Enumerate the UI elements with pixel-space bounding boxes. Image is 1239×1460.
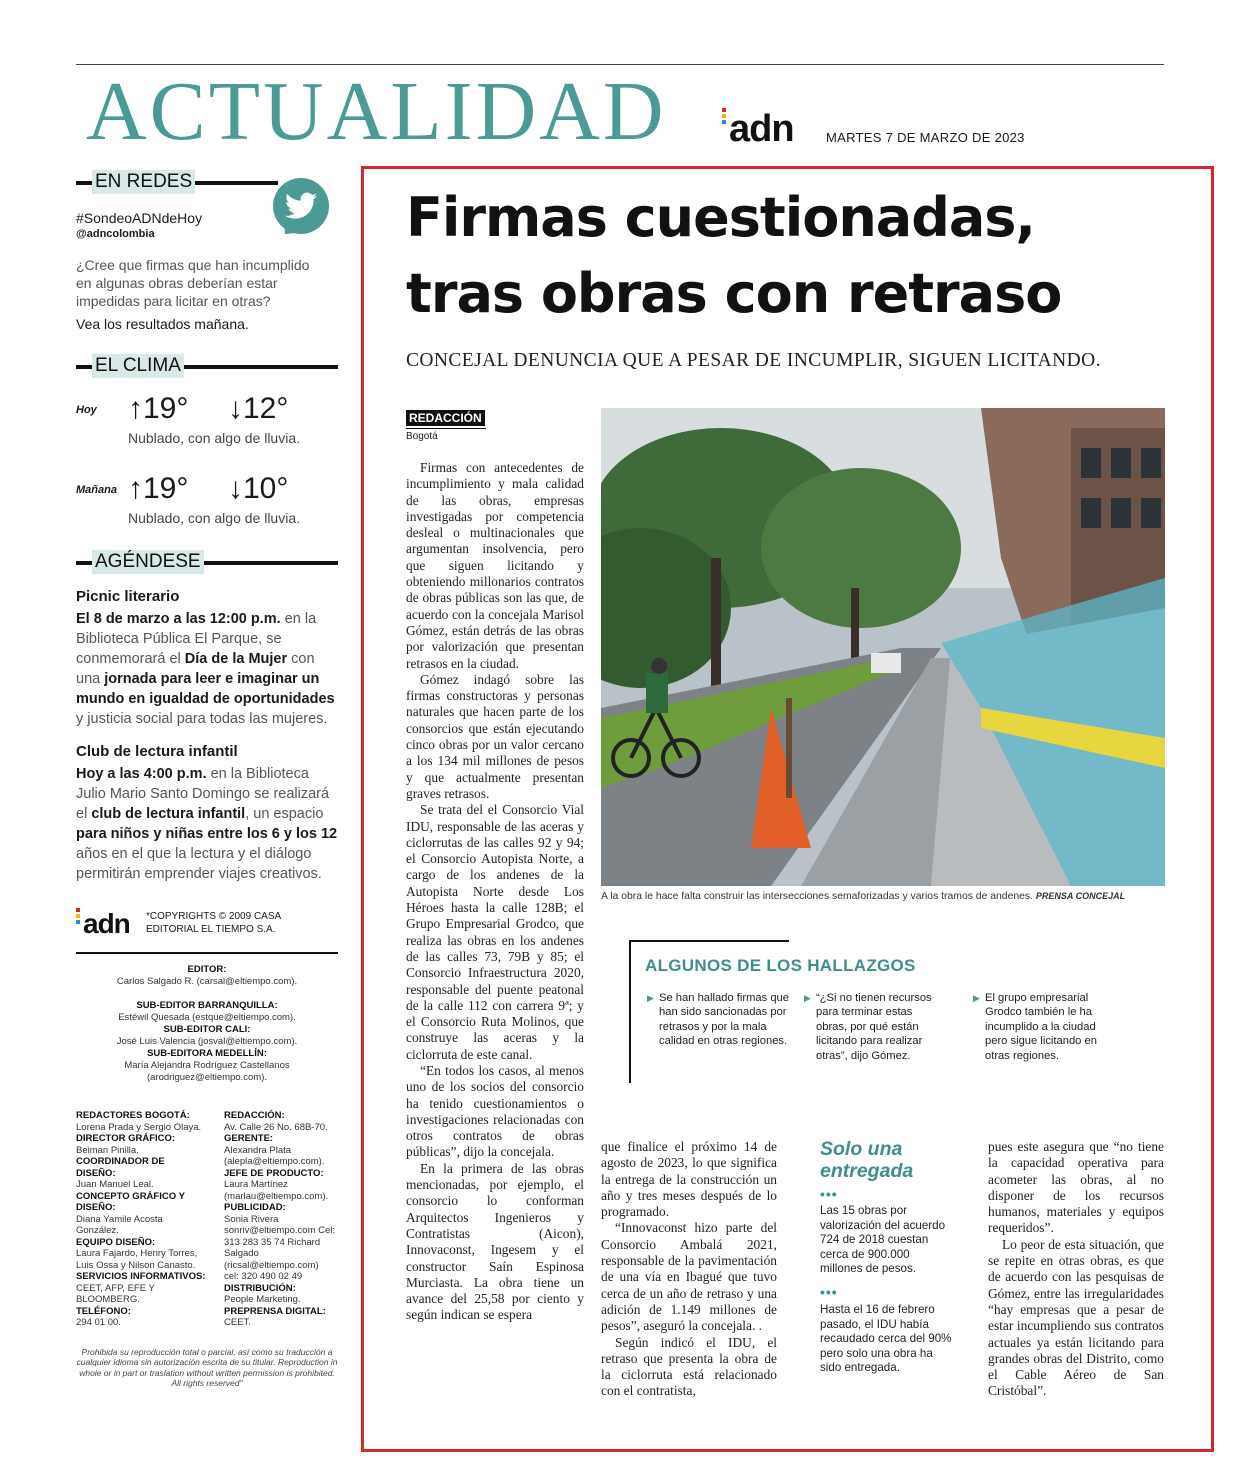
- adn-logo-small: adn: [76, 908, 130, 940]
- fact-2: Hasta el 16 de febrero pasado, el IDU había recaudado cerca del 90% pero solo una obra ha sido entregada.: [820, 1303, 952, 1375]
- article-column-4: [988, 1139, 1164, 1400]
- arrow-icon: ▶: [973, 993, 980, 1003]
- photo-caption: A la obra le hace falta construir las intersecciones semaforizadas y varios tramos de andenes. PRENSA CONCEJAL: [601, 891, 1126, 902]
- credit-name: Alexandra Plata (alepla@eltiempo.com).: [224, 1144, 325, 1167]
- credit-role: SERVICIOS INFORMATIVOS:: [76, 1271, 206, 1282]
- copyright-text: *COPYRIGHTS © 2009 CASA EDITORIAL EL TIEMPO S.A.: [146, 911, 281, 935]
- section-header-redes: EN REDES: [76, 170, 338, 196]
- event-title: Club de lectura infantil: [76, 743, 238, 760]
- section-title: ACTUALIDAD: [86, 65, 667, 158]
- event-body: El 8 de marzo a las 12:00 p.m. en la Biblioteca Pública El Parque, se conmemorará el Día de la Mujer con una jornada para leer e imaginar un mundo en igualdad de oportunidades y justicia social para todas las mujeres.: [76, 611, 335, 727]
- article-paragraph: “Innovaconst hizo parte del Consorcio Ambalá 2021, responsable de la pavimentación de una vía en Ibagué que tuvo cerca de un año de retraso y una adición de 1.149 millones de pesos”, aseguró la concejala. .: [601, 1220, 777, 1334]
- staff-col-right: [224, 1110, 336, 1329]
- hashtag: #SondeoADNdeHoy: [76, 210, 203, 226]
- article-paragraph: Según indicó el IDU, el retraso que presenta la obra de la ciclorruta está relacionado con el contratista,: [601, 1334, 777, 1399]
- fact-1: Las 15 obras por valorización del acuerdo 724 de 2018 cuestan cerca de 900.000 millones de pesos.: [820, 1204, 946, 1276]
- article-column-1: [406, 460, 584, 1324]
- finding-item: ▶ “¿Si no tienen recursos para terminar estas obras, por qué están licitando para realizar otras”, dijo Gómez.: [804, 992, 932, 1062]
- event-title: Picnic literario: [76, 588, 180, 605]
- article-paragraph: que finalice el próximo 14 de agosto de 2023, lo que significa la entrega de la construcción un año y tres meses después de lo programado.: [601, 1139, 777, 1220]
- credit-name: Juan Manuel Leal.: [76, 1179, 154, 1190]
- credit-name: Beiman Pinilla.: [76, 1144, 139, 1156]
- issue-date: MARTES 7 DE MARZO DE 2023: [826, 130, 1025, 145]
- dots-divider: •••: [820, 1284, 838, 1300]
- credit-name: Laura Martínez (marlau@eltiempo.com).: [224, 1179, 329, 1202]
- article-paragraph: Lo peor de esta situación, que se repite en otras obras, es que de acuerdo con las pesquisas de Gómez, entre las irregularidades “hay empresas que a pesar de estar incumpliendo sus contratos actuales ya están licitando para grandes obras del Distrito, como el Cable Aéreo de San Cristóbal”.: [988, 1236, 1164, 1399]
- credit-role: EQUIPO DISEÑO:: [76, 1236, 156, 1248]
- arrow-icon: ▶: [804, 993, 811, 1003]
- legal-notice: Prohibida su reproducción total o parcial, así como su traducción a cualquier idioma sin autorización escrita de su titular. Reproduction in whole or in part or traslation without written permission is prohibited. All rights reserved": [76, 1346, 338, 1388]
- poll-note: Vea los resultados mañana.: [76, 316, 249, 332]
- article-paragraph: Firmas con antecedentes de incumplimiento y mala calidad de las obras, empresas investigadas por competencia desleal o multinacionales que argumentan insolvencia, pero que siguen licitando y obteniendo millonarios contratos de obras públicas son las que, de acuerdo con la concejala Marisol Gómez, están detrás de las obras por valorización que presentan retrasos en la ciudad.: [406, 460, 584, 671]
- credit-role: PREPRENSA DIGITAL:: [224, 1305, 326, 1317]
- credit-name: People Marketing.: [224, 1294, 301, 1305]
- article-paragraph: “En todos los casos, al menos uno de los socios del consorcio ha tenido cuestionamientos o investigaciones relacionadas con otros contratos de obras públicas”, dijo la concejala.: [406, 1062, 584, 1160]
- credit-role: TELÉFONO:: [76, 1305, 131, 1317]
- staff-credits: [76, 1110, 338, 1329]
- section-header-clima: EL CLIMA: [76, 354, 338, 380]
- finding-item: ▶ El grupo empresarial Grodco también le ha incumplido a la ciudad pero sigue licitando en otras regiones.: [973, 992, 1097, 1062]
- twitter-icon: [273, 178, 329, 234]
- findings-box: [629, 940, 1165, 1083]
- credit-role: PUBLICIDAD:: [224, 1202, 286, 1213]
- article-column-2: [601, 1139, 777, 1400]
- credit-name: Diana Yamile Acosta González.: [76, 1213, 163, 1236]
- adn-logo: adn: [722, 108, 794, 151]
- credit-name: Laura Fajardo, Henry Torres, Luis Ossa y Nilson Canasto.: [76, 1248, 198, 1271]
- credit-role: REDACTORES BOGOTÁ:: [76, 1110, 190, 1121]
- credit-name: Lorena Prada y Sergio Olaya.: [76, 1121, 202, 1133]
- event-body: Hoy a las 4:00 p.m. en la Biblioteca Julio Mario Santo Domingo se realizará el club de lectura infantil, un espacio para niños y niñas entre los 6 y los 12 años en el que la lectura y el diálogo permitirán emprender viajes creativos.: [76, 766, 338, 882]
- article-paragraph: En la primera de las obras mencionadas, por ejemplo, el consorcio lo conforman Arquitectos Ingenieros y Contratistas (Aicon), Innovaconst, Ingesem y el constructor Saín Espinosa Murciasta. La obra tiene un avance del 25,58 por ciento y según indican se espera: [406, 1160, 584, 1323]
- weather-today: Hoy ↑19° ↓12° Nublado, con algo de lluvia.: [76, 392, 301, 446]
- credit-name: CEET, AFP, EFE Y BLOOMBERG.: [76, 1282, 155, 1305]
- credit-role: COORDINADOR DE DISEÑO:: [76, 1156, 165, 1179]
- article-paragraph: pues este asegura que “no tiene la capacidad operativa para acometer las obras, al no disponer de los recursos humanos, materiales y equipos requeridos”.: [988, 1139, 1164, 1236]
- findings-title: ALGUNOS DE LOS HALLAZGOS: [645, 956, 916, 975]
- copyright-block: [76, 908, 338, 954]
- sidebar-box-title: Solo una entregada: [820, 1138, 914, 1182]
- credit-name: Sonia Rivera sonriv@eltiempo.com Cel: 313 283 35 74 Richard Salgado (ricsal@eltiempo.com) cel: 320 490 02 49: [224, 1213, 336, 1282]
- byline: REDACCIÓN Bogotá: [406, 409, 486, 442]
- article-paragraph: Se trata del el Consorcio Vial IDU, responsable de las aceras y ciclorrutas de las calles 92 y 94; el Consorcio Autopista Norte, a cargo de los andenes de la Autopista Norte desde Los Héroes hasta la calle 128B; el Grupo Empresarial Grodco, que realiza las obras en los andenes de las calles 73, 79B y 85; el Consorcio Infraestructura 2020, responsable del puente peatonal de la calle 112 con carrera 9ª; y el Consorcio Ruta Molinos, que construye las aceras y la ciclorruta de este canal.: [406, 802, 584, 1062]
- credit-name: CEET.: [224, 1317, 251, 1328]
- logo-dots-icon: [722, 108, 727, 126]
- twitter-handle: @adncolombia: [76, 228, 155, 240]
- credit-role: DISTRIBUCIÓN:: [224, 1282, 296, 1294]
- sidebar: [76, 170, 338, 1389]
- weather-tomorrow: Mañana ↑19° ↓10° Nublado, con algo de lluvia.: [76, 472, 301, 526]
- poll-question: ¿Cree que firmas que han incumplido en algunas obras deberían estar impedidas para licitar en otras?: [76, 257, 310, 309]
- dek: CONCEJAL DENUNCIA QUE A PESAR DE INCUMPLIR, SIGUEN LICITANDO.: [406, 350, 1101, 371]
- editor-credits: EDITOR: Carlos Salgado R. (carsal@eltiempo.com). SUB-EDITOR BARRANQUILLA: Estéwil Quesada (estque@eltiempo.com). SUB-EDITOR CALI: José Luis Valencia (josval@eltiempo.com). SUB-EDITORA MEDELLÍN: María Alejandra Rodríguez Castellanos (arodriguez@eltiempo.com).: [116, 964, 298, 1083]
- credit-name: 294 01 00.: [76, 1317, 121, 1328]
- street-photo: [601, 408, 1165, 886]
- finding-item: ▶ Se han hallado firmas que han sido sancionadas por retrasos y por la mala calidad en otras regiones.: [647, 992, 789, 1048]
- section-header-agenda: AGÉNDESE: [76, 550, 338, 576]
- dots-divider: •••: [820, 1186, 838, 1202]
- credit-role: GERENTE:: [224, 1133, 274, 1144]
- credit-role: JEFE DE PRODUCTO:: [224, 1167, 324, 1179]
- staff-col-left: [76, 1110, 206, 1329]
- headline: Firmas cuestionadas, tras obras con retraso: [406, 186, 1062, 325]
- arrow-icon: ▶: [647, 993, 654, 1003]
- article-paragraph: Gómez indagó sobre las firmas constructoras y personas naturales que hacen parte de los consorcios que están ejecutando cinco obras por un valor cercano a los 134 mil millones de pesos y que actualmente presentan graves retrasos.: [406, 671, 584, 801]
- credit-role: DIRECTOR GRÁFICO:: [76, 1133, 176, 1144]
- credit-name: Av. Calle 26 No. 68B-70.: [224, 1121, 328, 1133]
- credit-role: CONCEPTO GRÁFICO Y DISEÑO:: [76, 1190, 185, 1213]
- credit-role: REDACCIÓN:: [224, 1110, 285, 1121]
